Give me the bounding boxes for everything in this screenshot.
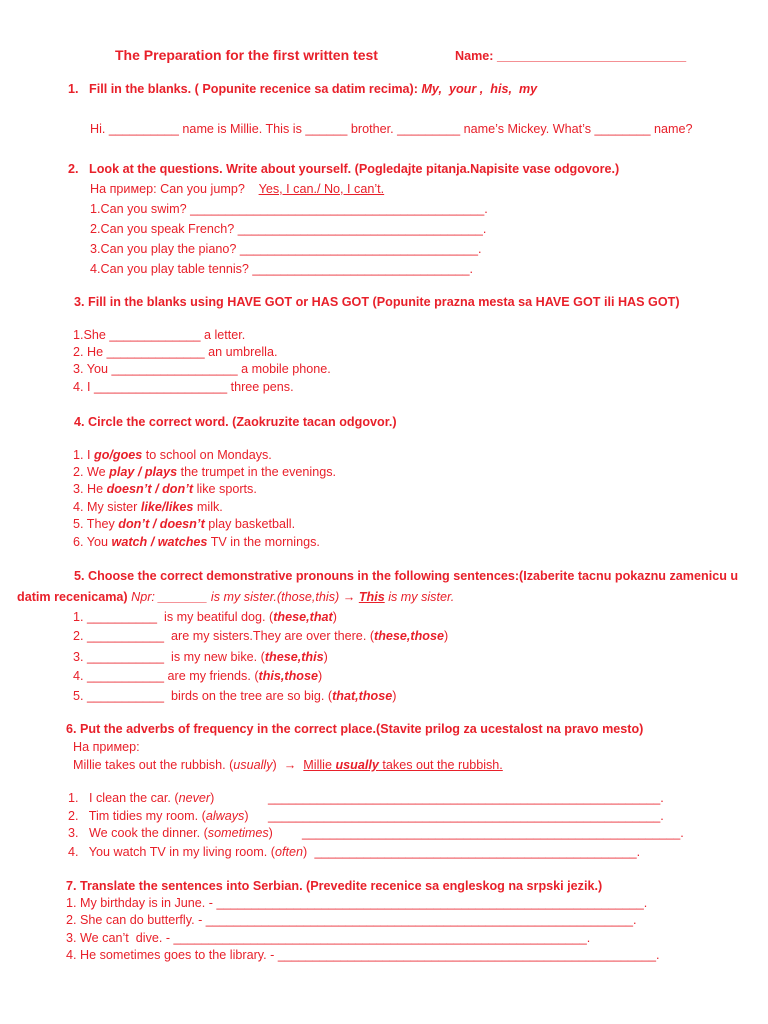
section-7-item[interactable]: 3. We can’t dive. - ___________________________________________________________. [66,931,591,945]
section-6-item: 4. You watch TV in my living room. (often) [68,845,308,859]
section-6-answer-line[interactable]: ______________________________________________________. [302,826,684,840]
section-6-answer-line[interactable]: ________________________________________________________. [268,809,664,823]
section-7-item[interactable]: 4. He sometimes goes to the library. - ______________________________________________________. [66,948,660,962]
section-2-item[interactable]: 4.Can you play table tennis? _______________________________. [90,262,474,276]
section-4-item[interactable]: 2. We play / plays the trumpet in the evenings. [73,465,336,479]
section-5-item[interactable]: 2. ___________ are my sisters.They are over there. (these,those) [73,629,449,643]
section-4-item[interactable]: 5. They don’t / doesn’t play basketball. [73,517,296,531]
section-4-item[interactable]: 3. He doesn’t / don’t like sports. [73,482,257,496]
page-title: The Preparation for the first written test [115,47,378,63]
section-4-item[interactable]: 4. My sister like/likes milk. [73,500,223,514]
section-6-item: 1. I clean the car. (never) [68,791,215,805]
section-7-item[interactable]: 2. She can do butterfly. - _____________________________________________________________. [66,913,637,927]
section-5-heading: 5. Choose the correct demonstrative pronouns in the following sentences:(Izaberite tacnu pokaznu zamenicu u [74,569,739,583]
section-6-answer-line[interactable]: ______________________________________________. [311,845,641,859]
section-7-item[interactable]: 1. My birthday is in June. - _____________________________________________________________. [66,896,648,910]
section-6-item: 2. Tim tidies my room. (always) [68,809,249,823]
section-4-heading: 4. Circle the correct word. (Zaokruzite tacan odgovor.) [74,415,397,429]
section-5-item[interactable]: 4. ___________ are my friends. (this,those) [73,669,323,683]
section-3-item[interactable]: 4. I ___________________ three pens. [73,380,294,394]
section-6-example-label: На пример: [73,740,140,754]
section-5-item[interactable]: 1. __________ is my beatiful dog. (these,that) [73,610,337,624]
section-6-answer-line[interactable]: ________________________________________________________. [268,791,664,805]
section-2-heading: 2. Look at the questions. Write about yourself. (Pogledajte pitanja.Napisite vase odgovore.) [68,162,620,176]
section-2-item[interactable]: 2.Can you speak French? ___________________________________. [90,222,487,236]
section-3-heading: 3. Fill in the blanks using HAVE GOT or HAS GOT (Popunite prazna mesta sa HAVE GOT ili HAS GOT) [74,295,680,309]
section-5-item[interactable]: 3. ___________ is my new bike. (these,this) [73,650,328,664]
section-3-item[interactable]: 1.She _____________ a letter. [73,328,246,342]
section-6-example: Millie takes out the rubbish. (usually) → Millie usually takes out the rubbish. [73,758,503,772]
section-2-item[interactable]: 1.Can you swim? __________________________________________. [90,202,488,216]
section-1-line[interactable]: Hi. __________ name is Millie. This is ______ brother. _________ name’s Mickey. What’s ________ name? [90,122,693,136]
name-field[interactable]: Name: ___________________________ [455,49,687,63]
section-1-heading: 1. Fill in the blanks. ( Popunite recenice sa datim recima): My, your , his, my [68,82,538,96]
section-6-heading: 6. Put the adverbs of frequency in the correct place.(Stavite prilog za ucestalost na pravo mesto) [66,722,644,736]
section-7-heading: 7. Translate the sentences into Serbian. (Prevedite recenice sa engleskog na srpski jezik.) [66,879,603,893]
section-4-item[interactable]: 6. You watch / watches TV in the mornings. [73,535,320,549]
section-5-example: datim recenicama) Npr: _______ is my sister.(those,this) → This is my sister. [17,590,455,604]
section-4-item[interactable]: 1. I go/goes to school on Mondays. [73,448,272,462]
section-3-item[interactable]: 3. You __________________ a mobile phone. [73,362,331,376]
section-5-item[interactable]: 5. ___________ birds on the tree are so big. (that,those) [73,689,397,703]
section-3-item[interactable]: 2. He ______________ an umbrella. [73,345,278,359]
section-6-item: 3. We cook the dinner. (sometimes) [68,826,273,840]
section-2-item[interactable]: 3.Can you play the piano? __________________________________. [90,242,482,256]
section-2-example: На пример: Can you jump? Yes, I can./ No, I can’t. [90,182,385,196]
